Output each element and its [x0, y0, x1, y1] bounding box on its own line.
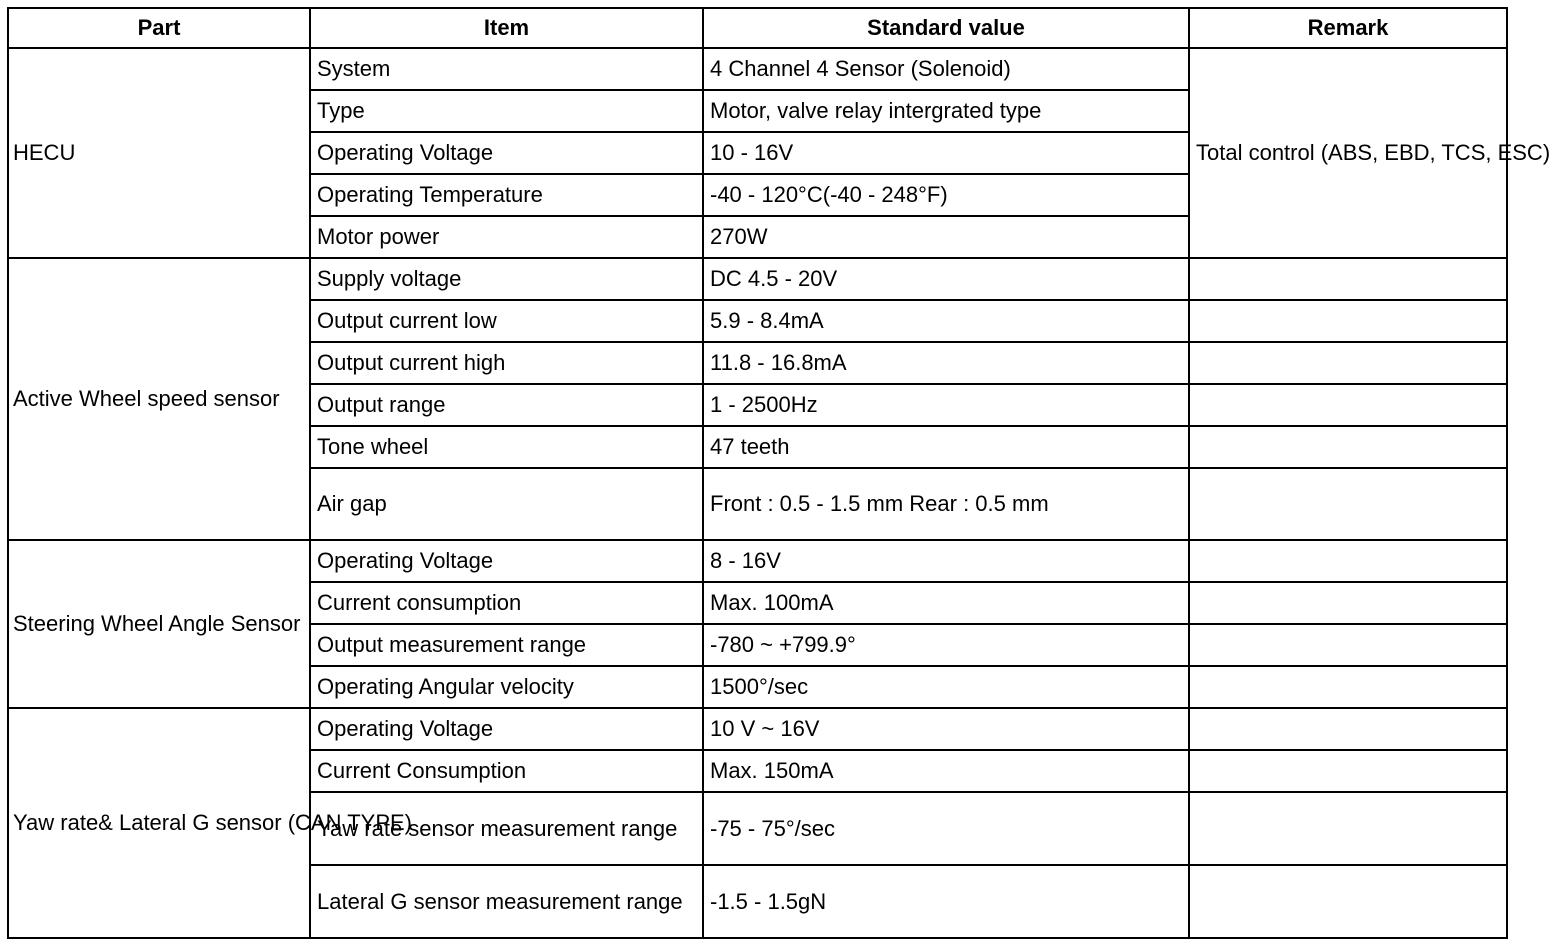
value-cell: Motor, valve relay intergrated type: [703, 90, 1189, 132]
value-cell: 270W: [703, 216, 1189, 258]
remark-cell: [1189, 384, 1507, 426]
item-cell: Operating Voltage: [310, 132, 703, 174]
part-cell-hecu: HECU: [8, 48, 310, 258]
item-cell: Operating Voltage: [310, 708, 703, 750]
value-cell: 47 teeth: [703, 426, 1189, 468]
remark-cell: [1189, 708, 1507, 750]
value-cell: -780 ~ +799.9°: [703, 624, 1189, 666]
item-cell: Operating Voltage: [310, 540, 703, 582]
spec-table: [7, 7, 1550, 939]
value-cell: 5.9 - 8.4mA: [703, 300, 1189, 342]
remark-cell-hecu: Total control (ABS, EBD, TCS, ESC): [1189, 48, 1507, 258]
remark-cell: [1189, 342, 1507, 384]
header-row: [8, 8, 1507, 48]
remark-cell: [1189, 300, 1507, 342]
value-cell: Max. 100mA: [703, 582, 1189, 624]
item-cell: Motor power: [310, 216, 703, 258]
value-cell: Max. 150mA: [703, 750, 1189, 792]
remark-cell: [1189, 865, 1507, 938]
remark-cell: [1189, 750, 1507, 792]
header-remark: Remark: [1189, 8, 1507, 48]
item-cell: Lateral G sensor measurement range: [310, 865, 703, 938]
value-cell: 4 Channel 4 Sensor (Solenoid): [703, 48, 1189, 90]
remark-cell: [1189, 540, 1507, 582]
item-cell: Current consumption: [310, 582, 703, 624]
item-cell: Output range: [310, 384, 703, 426]
item-cell: Supply voltage: [310, 258, 703, 300]
table-row: [8, 258, 1507, 300]
part-cell-steering-angle-sensor: Steering Wheel Angle Sensor: [8, 540, 310, 708]
table-row: [8, 48, 1507, 90]
item-cell: Operating Angular velocity: [310, 666, 703, 708]
item-cell: Air gap: [310, 468, 703, 540]
item-cell: Type: [310, 90, 703, 132]
header-standard-value: Standard value: [703, 8, 1189, 48]
item-cell: Output measurement range: [310, 624, 703, 666]
item-cell: Operating Temperature: [310, 174, 703, 216]
part-cell-yaw-rate-sensor: Yaw rate& Lateral G sensor (CAN TYPE): [8, 708, 310, 938]
item-cell: Output current low: [310, 300, 703, 342]
value-cell: 11.8 - 16.8mA: [703, 342, 1189, 384]
item-cell: Tone wheel: [310, 426, 703, 468]
table-row: [8, 708, 1507, 750]
item-cell: Output current high: [310, 342, 703, 384]
value-cell: DC 4.5 - 20V: [703, 258, 1189, 300]
value-cell: 10 - 16V: [703, 132, 1189, 174]
item-cell: System: [310, 48, 703, 90]
remark-cell: [1189, 426, 1507, 468]
value-cell: -40 - 120°C(-40 - 248°F): [703, 174, 1189, 216]
value-cell: 8 - 16V: [703, 540, 1189, 582]
table-row: [8, 540, 1507, 582]
remark-cell: [1189, 666, 1507, 708]
header-part: Part: [8, 8, 310, 48]
part-cell-wheel-speed-sensor: Active Wheel speed sensor: [8, 258, 310, 540]
item-cell: Current Consumption: [310, 750, 703, 792]
value-cell: 1500°/sec: [703, 666, 1189, 708]
header-item: Item: [310, 8, 703, 48]
value-cell: -75 - 75°/sec: [703, 792, 1189, 865]
value-cell: Front : 0.5 - 1.5 mm Rear : 0.5 mm: [703, 468, 1189, 540]
remark-cell: [1189, 258, 1507, 300]
remark-cell: [1189, 468, 1507, 540]
remark-cell: [1189, 582, 1507, 624]
value-cell: -1.5 - 1.5gN: [703, 865, 1189, 938]
remark-cell: [1189, 624, 1507, 666]
value-cell: 1 - 2500Hz: [703, 384, 1189, 426]
item-cell: Yaw rate sensor measurement range: [310, 792, 703, 865]
value-cell: 10 V ~ 16V: [703, 708, 1189, 750]
remark-cell: [1189, 792, 1507, 865]
